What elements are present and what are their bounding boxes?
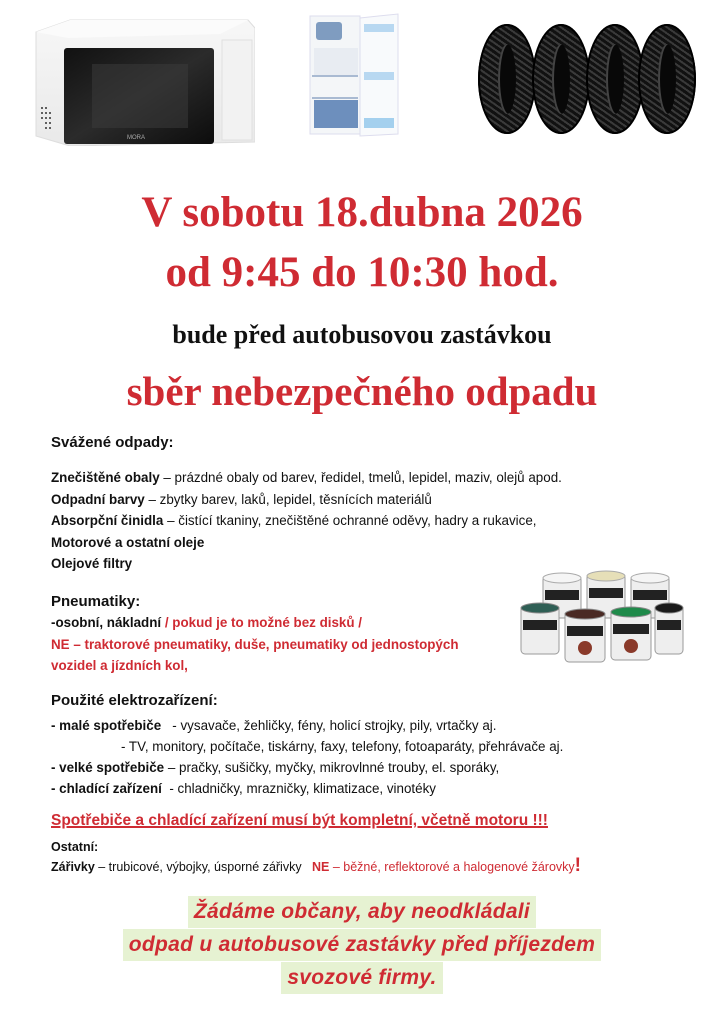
tires-image <box>470 18 698 136</box>
tire-icon <box>532 24 590 134</box>
item-label: Odpadní barvy <box>51 491 145 507</box>
item-label: - malé spotřebiče <box>51 718 162 733</box>
list-item <box>51 489 562 511</box>
list-item <box>51 467 562 489</box>
item-label: Motorové a ostatní oleje <box>51 534 205 550</box>
item-text: – pračky, sušičky, myčky, mikrovlnné trouby, el. sporáky, <box>164 760 500 775</box>
item-text: – trubicové, výbojky, úsporné zářivky <box>94 860 312 874</box>
appeal-text: odpad u autobusové zastávky před příjezdem <box>123 929 602 961</box>
appeal-line <box>0 962 724 995</box>
list-item <box>51 510 562 532</box>
completeness-warning: Spotřebiče a chladící zařízení musí být kompletní, včetně motoru !!! <box>51 812 548 829</box>
item-text: – čistící tkaniny, znečištěné ochranné oděvy, hadry a rukavice, <box>163 513 537 528</box>
tires-rejected: NE – traktorové pneumatiky, duše, pneumatiky od jednostopých <box>51 636 459 652</box>
list-item <box>51 757 563 778</box>
tire-icon <box>478 24 536 134</box>
item-text: - TV, monitory, počítače, tiskárny, faxy, telefony, fotoaparáty, přehrávače aj. <box>121 739 564 754</box>
appeal-line <box>0 896 724 929</box>
location-subheading: bude před autobusovou zastávkou <box>172 320 552 349</box>
item-label: Znečištěné obaly <box>51 470 160 485</box>
svg-text:MORA: MORA <box>127 135 145 141</box>
list-item <box>51 736 563 757</box>
item-label: - chladící zařízení <box>51 781 162 796</box>
tires-accepted-label: -osobní, nákladní <box>51 615 162 630</box>
item-text: - chladničky, mrazničky, klimatizace, vinotéky <box>161 781 436 796</box>
no-label: NE <box>312 860 330 874</box>
item-text: – zbytky barev, laků, lepidel, těsnících materiálů <box>144 491 432 507</box>
tire-icon <box>638 24 696 134</box>
microwave-image <box>30 18 255 146</box>
appeal-box <box>0 896 724 995</box>
tires-list <box>51 612 459 677</box>
item-label: Olejové filtry <box>51 556 133 571</box>
list-item <box>51 715 563 736</box>
electronics-title: Použité elektrozařízení: <box>51 692 218 709</box>
item-label: Zářivky <box>51 860 95 874</box>
other-item <box>51 855 581 876</box>
appeal-text: Žádáme občany, aby neodkládali <box>188 896 536 928</box>
exclamation-mark: ! <box>574 855 581 876</box>
tires-accepted-note: / pokud je to možné bez disků / <box>161 615 362 630</box>
tire-icon <box>586 24 644 134</box>
appeal-text: svozové firmy. <box>281 962 442 994</box>
tires-title: Pneumatiky: <box>51 593 141 610</box>
paint-can-icon <box>521 571 683 662</box>
item-text: – prázdné obaly od barev, ředidel, tmelů, lepidel, maziv, olejů apod. <box>159 470 562 485</box>
tires-accepted <box>51 612 459 634</box>
electronics-list <box>51 715 563 799</box>
item-label: - velké spotřebiče <box>51 760 165 775</box>
list-item <box>51 553 562 575</box>
list-item <box>51 778 563 799</box>
tires-rejected-cont: vozidel a jízdních kol, <box>51 658 188 673</box>
paint-cans-image <box>515 568 685 668</box>
list-item <box>51 532 562 554</box>
no-text: – běžné, reflektorové a halogenové žárovky <box>329 860 575 874</box>
date-heading: V sobotu 18.dubna 2026 <box>141 189 583 236</box>
time-heading: od 9:45 do 10:30 hod. <box>165 249 559 296</box>
bound-waste-list <box>51 467 562 575</box>
bound-waste-title: Svážené odpady: <box>51 434 174 451</box>
other-title: Ostatní: <box>51 840 99 854</box>
item-label: Absorpční činidla <box>51 513 164 528</box>
fridge-image <box>300 12 430 140</box>
event-title: sběr nebezpečného odpadu <box>126 368 598 414</box>
item-text: - vysavače, žehličky, fény, holicí strojky, pily, vrtačky aj. <box>161 718 497 733</box>
appeal-line <box>0 929 724 962</box>
